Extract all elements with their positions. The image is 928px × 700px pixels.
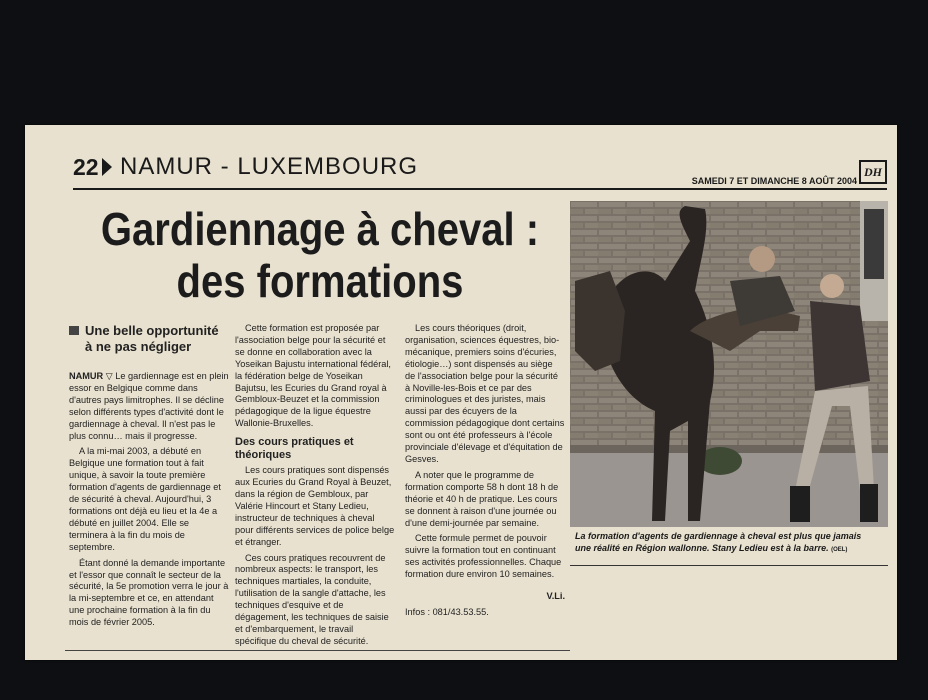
section-arrow-icon	[102, 158, 112, 176]
article-bottom-rule	[65, 650, 570, 651]
paragraph: Cette formation est proposée par l'association belge pour la sécurité et se donne en collaboration avec la Yoseikan Bajustu international fédéral, la fédération belge de Yoseikan Bajutsu, les Ecuries du Grand royal à Gembloux-Beuzet et la commission pédagogique de la ligue équestre Wallonie-Bruxelles.	[235, 323, 391, 429]
paragraph: A noter que le programme de formation comporte 58 h dont 18 h de théorie et 40 h de pratique. Les cours se donnent à raison d'une journée ou d'une demi-journée par semaine.	[405, 469, 559, 528]
author-signature: V.Li.	[546, 591, 565, 602]
section-title: NAMUR - LUXEMBOURG	[120, 153, 419, 180]
caption-text: La formation d'agents de gardiennage à cheval est plus que jamais une réalité en Région wallonne. Stany Ledieu est à la barre.	[575, 531, 862, 553]
caption-rule	[570, 565, 888, 566]
horse-training-photo	[570, 201, 888, 527]
photo-credit: (OEL)	[831, 547, 848, 553]
paragraph: Ces cours pratiques recouvrent de nombreux aspects: le transport, les techniques martiales, la conduite, l'utilisation de la sangle d'attache, les techniques d'esquive et de dégagement, les techniques de saisie et d'embarquement, le travail spécifique du cheval de sécurité.	[235, 552, 389, 646]
paragraph: Étant donné la demande importante et l'essor que connaît le secteur de la sécurité, la 5e promotion verra le jour à la mi-septembre et ce, en attendant une prochaine formation à la fin du mois de février 2005.	[69, 557, 229, 628]
paragraph: Les cours théoriques (droit, organisation, sciences équestres, bio-mécanique, premiers soins d'écuries, étiologie…) sont dispensés au siège de l'association belge pour la sécurité à Noville-les-Bois et ce par des criminologues et des juristes, mais aussi par des écuyers de la commission pédagogique dont certains sont ou ont été professeurs à l'école provinciale d'élevage et d'équitation de Gesves.	[405, 323, 565, 464]
headline-line-2: des formations	[176, 255, 464, 307]
page-number: 22	[73, 154, 99, 180]
article-column-2	[235, 323, 395, 652]
headline-line-1: Gardiennage à cheval :	[100, 203, 540, 255]
kicker	[69, 323, 229, 355]
paragraph: Les cours pratiques sont dispensés aux Ecuries du Grand Royal à Beuzet, dans la région de Gembloux, par Valérie Hincourt et Stany Ledieu, instructeur de techniques à cheval pour différents services de police belge et étranger.	[235, 465, 395, 547]
dateline: NAMUR	[69, 371, 104, 381]
paragraph: Cette formule permet de pouvoir suivre la formation tout en continuant ses activités professionnelles. Chaque formation dure environ 10 semaines.	[405, 533, 562, 580]
dateline-triangle-icon: ▽	[105, 371, 113, 381]
subheading: Des cours pratiques et théoriques	[235, 436, 354, 462]
photo-caption	[575, 530, 875, 556]
article-column-1	[69, 323, 229, 633]
paragraph: A la mi-mai 2003, a débuté en Belgique une formation tout à fait unique, à savoir la toute première formation d'agents de gardiennage et de sécurité à cheval. Aujourd'hui, 3 formations ont déjà eu lieu et la 4e a débuté en juillet 2004. Elle se terminera à la fin du mois de septembre.	[69, 446, 221, 552]
paragraph-text: Le gardiennage est en plein essor en Belgique comme dans d'autres pays limitrophes. Il se décline selon différents types d'activité dont le gardiennage à cheval. Il n'est pas le plus connu… mais il progresse.	[69, 371, 229, 441]
header-rule	[73, 188, 887, 190]
kicker-square-icon	[69, 326, 79, 335]
info-contact: Infos : 081/43.53.55.	[405, 606, 489, 617]
article-column-3	[405, 323, 565, 619]
kicker-text: Une belle opportunité à ne pas négliger	[85, 323, 219, 354]
issue-date: SAMEDI 7 ET DIMANCHE 8 AOÛT 2004	[691, 176, 857, 186]
article-photo	[570, 201, 888, 527]
newspaper-clipping	[25, 125, 897, 660]
article-headline	[98, 203, 542, 307]
paragraph	[69, 371, 229, 442]
newspaper-logo: DH	[859, 160, 887, 184]
